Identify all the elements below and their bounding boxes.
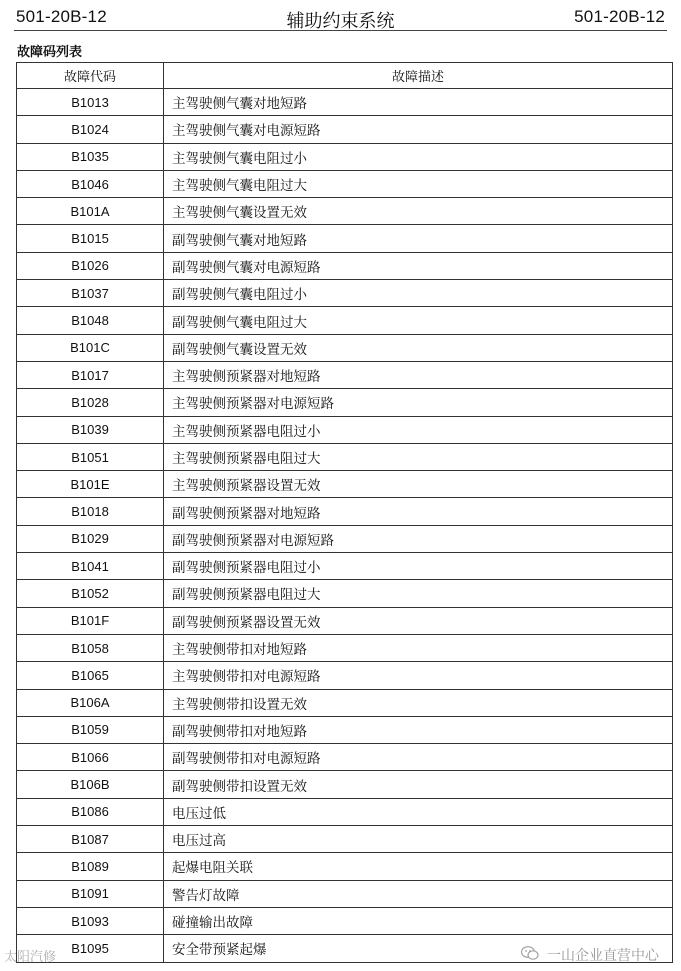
fault-code-cell: B101E bbox=[17, 471, 164, 498]
fault-description-cell: 副驾驶侧带扣对电源短路 bbox=[164, 744, 673, 771]
table-row bbox=[17, 580, 673, 607]
fault-description-cell: 起爆电阻关联 bbox=[164, 853, 673, 880]
table-row bbox=[17, 334, 673, 361]
fault-code-cell: B1013 bbox=[17, 89, 164, 116]
fault-code-cell: B1046 bbox=[17, 170, 164, 197]
fault-code-cell: B1029 bbox=[17, 525, 164, 552]
fault-code-cell: B1058 bbox=[17, 634, 164, 661]
fault-code-cell: B1048 bbox=[17, 307, 164, 334]
fault-description-cell: 副驾驶侧预紧器电阻过大 bbox=[164, 580, 673, 607]
fault-code-cell: B1017 bbox=[17, 361, 164, 388]
header-right-code: 501-20B-12 bbox=[574, 7, 665, 26]
table-row bbox=[17, 853, 673, 880]
table-row bbox=[17, 689, 673, 716]
watermark-right-text: 一山企业直营中心 bbox=[547, 947, 659, 964]
table-row bbox=[17, 607, 673, 634]
fault-description-cell: 副驾驶侧气囊电阻过大 bbox=[164, 307, 673, 334]
fault-code-cell: B1089 bbox=[17, 853, 164, 880]
table-row bbox=[17, 880, 673, 907]
table-body bbox=[17, 89, 673, 963]
fault-code-cell: B101C bbox=[17, 334, 164, 361]
watermark-left-text: 太阳汽修 bbox=[4, 950, 57, 965]
fault-code-cell: B101A bbox=[17, 198, 164, 225]
fault-description-cell: 主驾驶侧气囊电阻过小 bbox=[164, 143, 673, 170]
watermark-left bbox=[4, 946, 56, 965]
fault-code-cell: B1059 bbox=[17, 716, 164, 743]
fault-description-cell: 电压过高 bbox=[164, 826, 673, 853]
watermark-right bbox=[521, 945, 659, 966]
table-row bbox=[17, 634, 673, 661]
table-row bbox=[17, 798, 673, 825]
fault-code-cell: B1041 bbox=[17, 553, 164, 580]
table-row bbox=[17, 225, 673, 252]
fault-description-cell: 副驾驶侧预紧器设置无效 bbox=[164, 607, 673, 634]
fault-code-cell: B1051 bbox=[17, 443, 164, 470]
table-row bbox=[17, 498, 673, 525]
table-row bbox=[17, 744, 673, 771]
table-row bbox=[17, 907, 673, 934]
fault-description-cell: 主驾驶侧带扣设置无效 bbox=[164, 689, 673, 716]
fault-code-cell: B1065 bbox=[17, 662, 164, 689]
fault-description-cell: 主驾驶侧预紧器电阻过小 bbox=[164, 416, 673, 443]
table-row bbox=[17, 198, 673, 225]
header-left-code: 501-20B-12 bbox=[16, 7, 107, 26]
table-row bbox=[17, 662, 673, 689]
fault-description-cell: 副驾驶侧预紧器对地短路 bbox=[164, 498, 673, 525]
fault-description-cell: 主驾驶侧带扣对地短路 bbox=[164, 634, 673, 661]
fault-code-cell: B1087 bbox=[17, 826, 164, 853]
fault-code-cell: B1018 bbox=[17, 498, 164, 525]
table-row bbox=[17, 716, 673, 743]
table-row bbox=[17, 252, 673, 279]
table-row bbox=[17, 525, 673, 552]
fault-code-cell: B1035 bbox=[17, 143, 164, 170]
fault-description-cell: 主驾驶侧预紧器对地短路 bbox=[164, 361, 673, 388]
table-row bbox=[17, 116, 673, 143]
fault-code-cell: B1093 bbox=[17, 907, 164, 934]
column-header-code: 故障代码 bbox=[17, 63, 164, 89]
fault-code-table bbox=[16, 62, 673, 963]
section-title: 故障码列表 bbox=[17, 45, 83, 60]
table-row bbox=[17, 280, 673, 307]
fault-description-cell: 电压过低 bbox=[164, 798, 673, 825]
table-row bbox=[17, 771, 673, 798]
fault-code-cell: B1066 bbox=[17, 744, 164, 771]
table-row bbox=[17, 553, 673, 580]
column-header-description: 故障描述 bbox=[164, 63, 673, 89]
fault-description-cell: 碰撞输出故障 bbox=[164, 907, 673, 934]
fault-code-cell: B1037 bbox=[17, 280, 164, 307]
fault-code-cell: B1091 bbox=[17, 880, 164, 907]
fault-description-cell: 副驾驶侧预紧器电阻过小 bbox=[164, 553, 673, 580]
fault-description-cell: 副驾驶侧带扣对地短路 bbox=[164, 716, 673, 743]
fault-description-cell: 主驾驶侧预紧器对电源短路 bbox=[164, 389, 673, 416]
fault-code-cell: B1015 bbox=[17, 225, 164, 252]
header-title: 辅助约束系统 bbox=[286, 11, 395, 32]
fault-description-cell: 主驾驶侧气囊设置无效 bbox=[164, 198, 673, 225]
fault-code-cell: B1095 bbox=[17, 935, 164, 962]
fault-code-cell: B1024 bbox=[17, 116, 164, 143]
fault-description-cell: 主驾驶侧预紧器设置无效 bbox=[164, 471, 673, 498]
fault-description-cell: 副驾驶侧气囊对电源短路 bbox=[164, 252, 673, 279]
table-row bbox=[17, 471, 673, 498]
fault-description-cell: 主驾驶侧气囊对地短路 bbox=[164, 89, 673, 116]
table-row bbox=[17, 170, 673, 197]
fault-description-cell: 副驾驶侧预紧器对电源短路 bbox=[164, 525, 673, 552]
table-row bbox=[17, 89, 673, 116]
fault-description-cell: 安全带预紧起爆 bbox=[164, 935, 673, 962]
fault-description-cell: 主驾驶侧带扣对电源短路 bbox=[164, 662, 673, 689]
fault-description-cell: 副驾驶侧带扣设置无效 bbox=[164, 771, 673, 798]
fault-code-cell: B1026 bbox=[17, 252, 164, 279]
table-row bbox=[17, 307, 673, 334]
fault-description-cell: 主驾驶侧气囊电阻过大 bbox=[164, 170, 673, 197]
fault-description-cell: 主驾驶侧预紧器电阻过大 bbox=[164, 443, 673, 470]
fault-code-cell: B1052 bbox=[17, 580, 164, 607]
fault-description-cell: 副驾驶侧气囊设置无效 bbox=[164, 334, 673, 361]
table-row bbox=[17, 826, 673, 853]
table-row bbox=[17, 389, 673, 416]
fault-code-cell: B1039 bbox=[17, 416, 164, 443]
table-row bbox=[17, 361, 673, 388]
table-row bbox=[17, 143, 673, 170]
fault-code-cell: B1086 bbox=[17, 798, 164, 825]
wechat-icon bbox=[521, 946, 539, 965]
fault-code-cell: B106B bbox=[17, 771, 164, 798]
fault-code-cell: B1028 bbox=[17, 389, 164, 416]
table-row bbox=[17, 416, 673, 443]
page-header bbox=[14, 6, 667, 31]
fault-code-cell: B106A bbox=[17, 689, 164, 716]
fault-code-cell: B101F bbox=[17, 607, 164, 634]
fault-description-cell: 副驾驶侧气囊对地短路 bbox=[164, 225, 673, 252]
table-header-row bbox=[17, 63, 673, 89]
fault-description-cell: 主驾驶侧气囊对电源短路 bbox=[164, 116, 673, 143]
fault-description-cell: 副驾驶侧气囊电阻过小 bbox=[164, 280, 673, 307]
table-row bbox=[17, 443, 673, 470]
fault-description-cell: 警告灯故障 bbox=[164, 880, 673, 907]
